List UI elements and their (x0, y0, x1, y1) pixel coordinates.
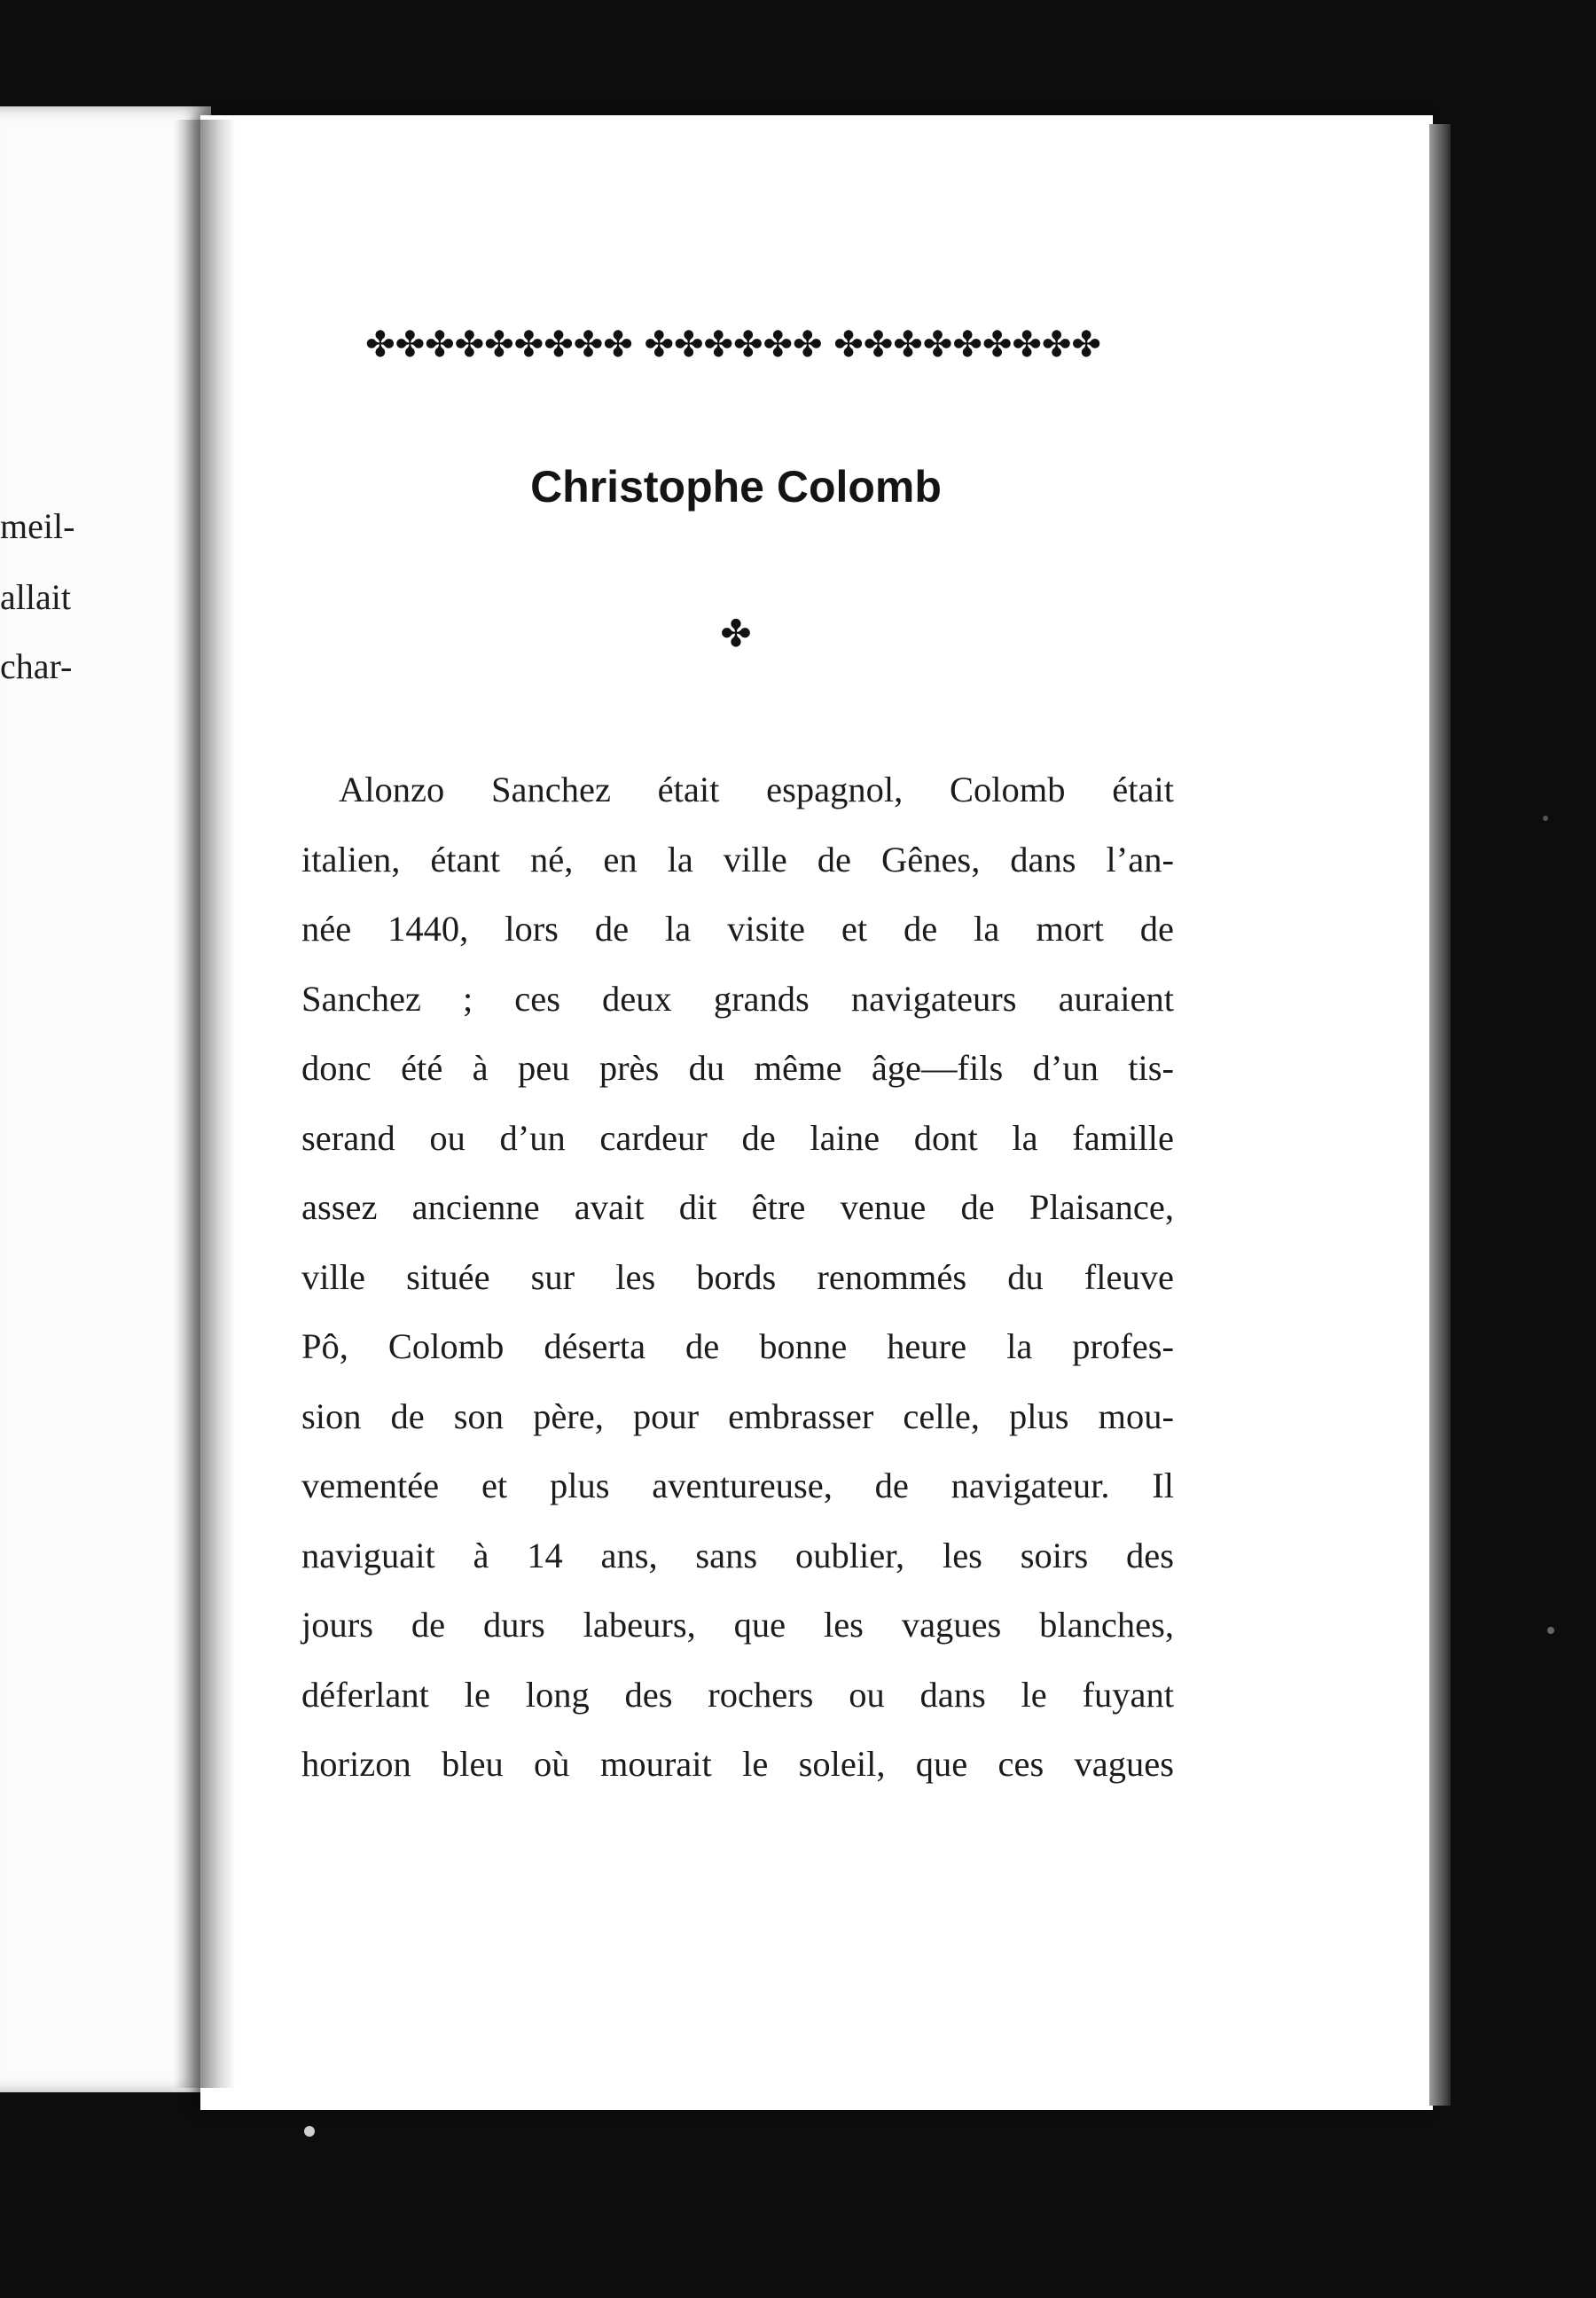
body-paragraph (301, 755, 1174, 1800)
page-edge (1429, 124, 1451, 2106)
text-line: horizon bleu où mourait le soleil, que ces vagues (301, 1744, 1174, 1784)
left-page-fragment: allait (0, 577, 71, 617)
chapter-title: Christophe Colomb (530, 462, 942, 512)
text-line: Pô, Colomb déserta de bonne heure la profes- (301, 1326, 1174, 1366)
left-page (0, 106, 211, 2092)
text-line: Alonzo Sanchez était espagnol, Colomb était (339, 770, 1174, 809)
text-line: ville située sur les bords renommés du fleuve (301, 1256, 1174, 1297)
fleuron-ornament: ✤ (720, 612, 752, 655)
left-page-fragment: meil- (0, 506, 75, 546)
text-line: naviguait à 14 ans, sans oublier, les soirs des (301, 1535, 1174, 1575)
film-speck (304, 2126, 315, 2137)
text-line: jours de durs labeurs, que les vagues blanches, (301, 1605, 1174, 1645)
text-line: Sanchez ; ces deux grands navigateurs auraient (301, 978, 1174, 1019)
text-line: serand ou d’un cardeur de laine dont la famille (301, 1117, 1174, 1158)
film-speck (1543, 816, 1548, 821)
fleuron-border-ornament: ✤✤✤✤✤✤✤✤✤ ✤✤✤✤✤✤ ✤✤✤✤✤✤✤✤✤ (365, 324, 1101, 365)
text-line: assez ancienne avait dit être venue de Plaisance, (301, 1187, 1174, 1227)
left-page-fragment: char- (0, 646, 73, 686)
text-line: née 1440, lors de la visite et de la mort de (301, 909, 1174, 949)
film-speck (1547, 1627, 1554, 1634)
text-line: sion de son père, pour embrasser celle, plus mou- (301, 1395, 1174, 1436)
text-line: vementée et plus aventureuse, de navigateur. Il (301, 1466, 1174, 1505)
text-line: italien, étant né, en la ville de Gênes, dans l’an- (301, 839, 1174, 879)
text-line: donc été à peu près du même âge—fils d’un tis- (301, 1048, 1174, 1088)
text-line: déferlant le long des rochers ou dans le fuyant (301, 1674, 1174, 1715)
